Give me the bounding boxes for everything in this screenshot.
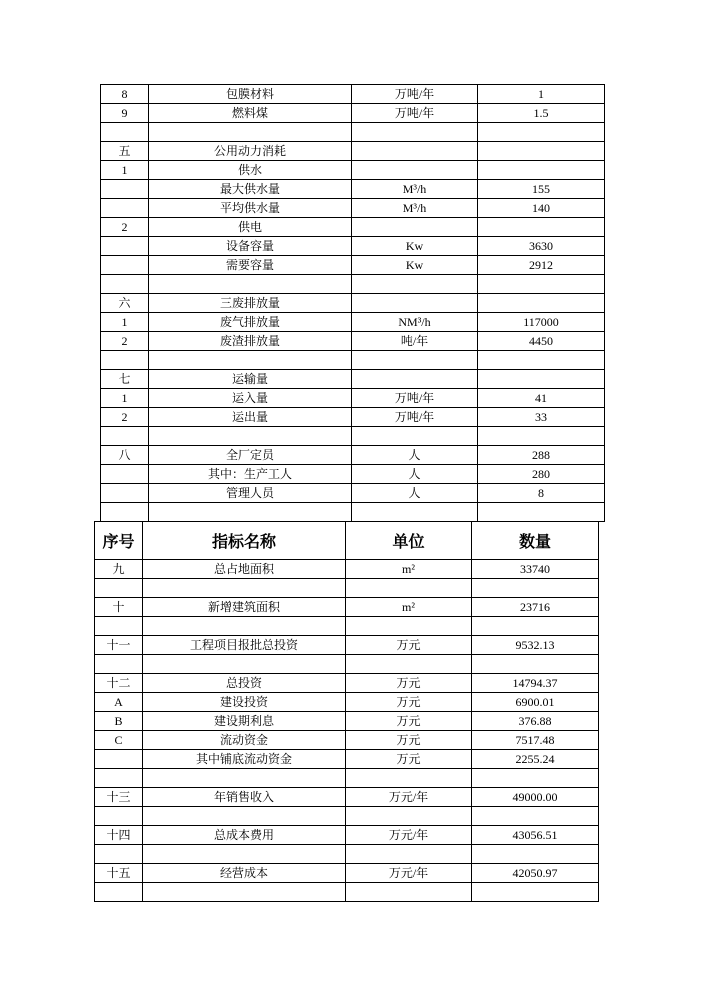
name-cell: 工程项目报批总投资 <box>143 636 346 655</box>
quantity-cell: 288 <box>478 446 605 465</box>
index-cell <box>101 199 149 218</box>
name-cell: 管理人员 <box>149 484 352 503</box>
index-cell: 9 <box>101 104 149 123</box>
table-row <box>95 883 599 902</box>
name-cell <box>149 275 352 294</box>
table-row <box>101 85 605 104</box>
table-row <box>95 617 599 636</box>
table-row <box>95 750 599 769</box>
table-row <box>101 256 605 275</box>
name-cell <box>149 123 352 142</box>
unit-cell <box>352 218 478 237</box>
index-cell <box>101 427 149 446</box>
name-cell: 其中铺底流动资金 <box>143 750 346 769</box>
index-cell <box>101 275 149 294</box>
table-row <box>95 579 599 598</box>
index-cell: A <box>95 693 143 712</box>
index-cell: 2 <box>101 218 149 237</box>
index-cell: C <box>95 731 143 750</box>
name-cell <box>143 579 346 598</box>
index-cell: B <box>95 712 143 731</box>
unit-cell <box>352 275 478 294</box>
quantity-cell <box>478 427 605 446</box>
unit-cell <box>346 769 472 788</box>
unit-cell: 万元/年 <box>346 864 472 883</box>
quantity-cell <box>472 883 599 902</box>
name-cell: 燃料煤 <box>149 104 352 123</box>
unit-cell <box>352 123 478 142</box>
table-row <box>101 123 605 142</box>
table-row <box>101 218 605 237</box>
indicator-table <box>94 521 599 902</box>
quantity-cell: 41 <box>478 389 605 408</box>
index-cell: 1 <box>101 389 149 408</box>
quantity-cell <box>478 351 605 370</box>
header-quantity: 数量 <box>472 522 599 560</box>
name-cell: 新增建筑面积 <box>143 598 346 617</box>
quantity-cell: 49000.00 <box>472 788 599 807</box>
quantity-cell: 2912 <box>478 256 605 275</box>
index-cell <box>95 883 143 902</box>
table-row <box>101 294 605 313</box>
table-row <box>101 237 605 256</box>
table-row <box>101 503 605 522</box>
indicator-table-body <box>95 560 599 902</box>
unit-cell: 万元/年 <box>346 788 472 807</box>
quantity-cell: 280 <box>478 465 605 484</box>
unit-cell: M³/h <box>352 199 478 218</box>
index-cell: 1 <box>101 161 149 180</box>
quantity-cell: 117000 <box>478 313 605 332</box>
unit-cell <box>352 370 478 389</box>
name-cell: 总成本费用 <box>143 826 346 845</box>
quantity-cell: 155 <box>478 180 605 199</box>
unit-cell: m² <box>346 598 472 617</box>
name-cell <box>143 807 346 826</box>
index-cell: 十 <box>95 598 143 617</box>
name-cell <box>143 845 346 864</box>
index-cell: 1 <box>101 313 149 332</box>
index-cell: 十二 <box>95 674 143 693</box>
quantity-cell: 7517.48 <box>472 731 599 750</box>
index-cell: 十四 <box>95 826 143 845</box>
index-cell <box>95 845 143 864</box>
quantity-cell <box>478 123 605 142</box>
table-row <box>95 788 599 807</box>
table-row <box>95 864 599 883</box>
unit-cell <box>346 883 472 902</box>
quantity-cell: 43056.51 <box>472 826 599 845</box>
quantity-cell: 23716 <box>472 598 599 617</box>
quantity-cell <box>472 769 599 788</box>
quantity-cell: 4450 <box>478 332 605 351</box>
unit-cell <box>346 579 472 598</box>
quantity-cell <box>478 503 605 522</box>
table-row <box>95 636 599 655</box>
unit-cell <box>352 427 478 446</box>
name-cell: 供水 <box>149 161 352 180</box>
table-row <box>101 104 605 123</box>
indicator-table-continued <box>100 84 605 522</box>
table-row <box>101 161 605 180</box>
header-row <box>95 522 599 560</box>
table-row <box>101 465 605 484</box>
table-row <box>95 807 599 826</box>
name-cell: 三废排放量 <box>149 294 352 313</box>
table-row <box>101 351 605 370</box>
quantity-cell <box>472 807 599 826</box>
quantity-cell <box>472 845 599 864</box>
index-cell: 八 <box>101 446 149 465</box>
quantity-cell: 3630 <box>478 237 605 256</box>
quantity-cell: 33740 <box>472 560 599 579</box>
index-cell <box>101 465 149 484</box>
name-cell: 流动资金 <box>143 731 346 750</box>
unit-cell <box>352 294 478 313</box>
table-row <box>101 275 605 294</box>
name-cell <box>149 427 352 446</box>
table-row <box>101 446 605 465</box>
indicator-table-continued-body <box>101 85 605 522</box>
quantity-cell: 6900.01 <box>472 693 599 712</box>
quantity-cell <box>478 142 605 161</box>
unit-cell: 万吨/年 <box>352 104 478 123</box>
table-row <box>95 655 599 674</box>
table-row <box>95 826 599 845</box>
name-cell: 需要容量 <box>149 256 352 275</box>
unit-cell: Kw <box>352 237 478 256</box>
quantity-cell: 2255.24 <box>472 750 599 769</box>
name-cell <box>143 617 346 636</box>
unit-cell: 万元 <box>346 636 472 655</box>
quantity-cell <box>472 579 599 598</box>
index-cell <box>101 123 149 142</box>
name-cell: 运输量 <box>149 370 352 389</box>
index-cell <box>95 579 143 598</box>
unit-cell <box>352 142 478 161</box>
name-cell: 废气排放量 <box>149 313 352 332</box>
table-row <box>101 484 605 503</box>
unit-cell: 万吨/年 <box>352 389 478 408</box>
name-cell <box>143 655 346 674</box>
unit-cell <box>352 351 478 370</box>
name-cell <box>149 503 352 522</box>
table-row <box>101 332 605 351</box>
name-cell <box>143 883 346 902</box>
name-cell <box>143 769 346 788</box>
table-row <box>101 427 605 446</box>
quantity-cell <box>478 218 605 237</box>
unit-cell: 万元/年 <box>346 826 472 845</box>
unit-cell: 万元 <box>346 731 472 750</box>
index-cell: 五 <box>101 142 149 161</box>
table-row <box>101 408 605 427</box>
table-row <box>95 674 599 693</box>
table-row <box>95 731 599 750</box>
unit-cell: 万元 <box>346 750 472 769</box>
unit-cell: m² <box>346 560 472 579</box>
quantity-cell <box>478 370 605 389</box>
header-index: 序号 <box>95 522 143 560</box>
table-row <box>95 560 599 579</box>
name-cell: 建设投资 <box>143 693 346 712</box>
name-cell: 全厂定员 <box>149 446 352 465</box>
name-cell: 总投资 <box>143 674 346 693</box>
header-indicator-name: 指标名称 <box>143 522 346 560</box>
index-cell: 十三 <box>95 788 143 807</box>
unit-cell: 万吨/年 <box>352 85 478 104</box>
index-cell: 六 <box>101 294 149 313</box>
index-cell: 2 <box>101 332 149 351</box>
unit-cell <box>352 503 478 522</box>
index-cell <box>101 484 149 503</box>
unit-cell: 万吨/年 <box>352 408 478 427</box>
index-cell <box>101 237 149 256</box>
unit-cell: 人 <box>352 446 478 465</box>
index-cell: 十一 <box>95 636 143 655</box>
index-cell: 七 <box>101 370 149 389</box>
index-cell: 2 <box>101 408 149 427</box>
table-row <box>95 693 599 712</box>
name-cell: 设备容量 <box>149 237 352 256</box>
unit-cell <box>346 655 472 674</box>
table-row <box>101 370 605 389</box>
name-cell: 最大供水量 <box>149 180 352 199</box>
name-cell: 其中：生产工人 <box>149 465 352 484</box>
quantity-cell: 140 <box>478 199 605 218</box>
table-row <box>101 142 605 161</box>
quantity-cell: 8 <box>478 484 605 503</box>
unit-cell: 万元 <box>346 693 472 712</box>
quantity-cell <box>472 655 599 674</box>
name-cell: 总占地面积 <box>143 560 346 579</box>
quantity-cell: 33 <box>478 408 605 427</box>
quantity-cell <box>478 161 605 180</box>
unit-cell: 万元 <box>346 712 472 731</box>
table-row <box>95 712 599 731</box>
unit-cell <box>352 161 478 180</box>
index-cell <box>101 503 149 522</box>
name-cell <box>149 351 352 370</box>
quantity-cell <box>478 294 605 313</box>
unit-cell: M³/h <box>352 180 478 199</box>
index-cell <box>95 750 143 769</box>
name-cell: 供电 <box>149 218 352 237</box>
table-row <box>101 199 605 218</box>
unit-cell: 万元 <box>346 674 472 693</box>
index-cell <box>101 351 149 370</box>
table-row <box>95 845 599 864</box>
quantity-cell: 376.88 <box>472 712 599 731</box>
index-cell <box>101 256 149 275</box>
index-cell <box>95 655 143 674</box>
table-row <box>101 313 605 332</box>
unit-cell <box>346 807 472 826</box>
name-cell: 平均供水量 <box>149 199 352 218</box>
unit-cell: Kw <box>352 256 478 275</box>
name-cell: 公用动力消耗 <box>149 142 352 161</box>
index-cell <box>95 769 143 788</box>
unit-cell: 人 <box>352 484 478 503</box>
quantity-cell: 9532.13 <box>472 636 599 655</box>
name-cell: 废渣排放量 <box>149 332 352 351</box>
name-cell: 年销售收入 <box>143 788 346 807</box>
name-cell: 经营成本 <box>143 864 346 883</box>
table-row <box>101 180 605 199</box>
quantity-cell: 14794.37 <box>472 674 599 693</box>
name-cell: 建设期利息 <box>143 712 346 731</box>
name-cell: 运入量 <box>149 389 352 408</box>
quantity-cell: 1 <box>478 85 605 104</box>
quantity-cell: 42050.97 <box>472 864 599 883</box>
unit-cell: 人 <box>352 465 478 484</box>
index-cell <box>101 180 149 199</box>
index-cell <box>95 617 143 636</box>
table-row <box>95 769 599 788</box>
quantity-cell <box>478 275 605 294</box>
table-row <box>101 389 605 408</box>
unit-cell <box>346 617 472 636</box>
table-row <box>95 598 599 617</box>
header-unit: 单位 <box>346 522 472 560</box>
index-cell <box>95 807 143 826</box>
name-cell: 运出量 <box>149 408 352 427</box>
index-cell: 九 <box>95 560 143 579</box>
index-cell: 8 <box>101 85 149 104</box>
unit-cell: NM³/h <box>352 313 478 332</box>
quantity-cell: 1.5 <box>478 104 605 123</box>
unit-cell <box>346 845 472 864</box>
quantity-cell <box>472 617 599 636</box>
unit-cell: 吨/年 <box>352 332 478 351</box>
name-cell: 包膜材料 <box>149 85 352 104</box>
index-cell: 十五 <box>95 864 143 883</box>
